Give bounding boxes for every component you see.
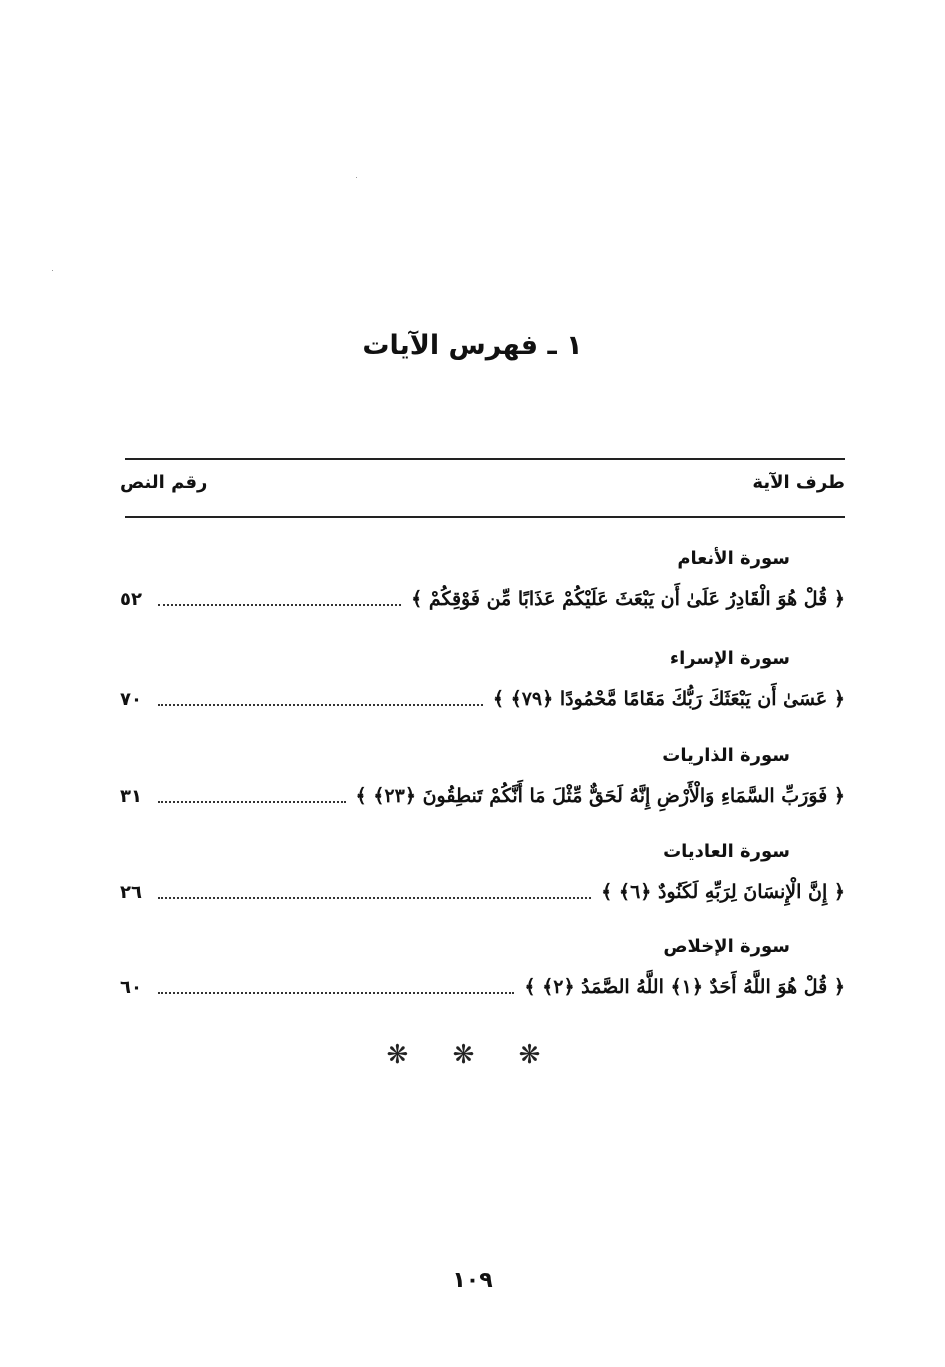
speck (52, 270, 53, 271)
surah-name: سورة الإسراء (669, 648, 790, 669)
column-header-number: رقم النص (120, 472, 208, 493)
index-section (120, 841, 845, 921)
entry-number: ٥٢ (120, 588, 142, 610)
surah-name: سورة الأنعام (677, 548, 790, 569)
index-entry (120, 779, 845, 813)
page-title: ١ ـ فهرس الآيات (362, 330, 583, 361)
surah-name: سورة العاديات (663, 841, 790, 862)
index-section (120, 936, 845, 1016)
dot-leader (158, 801, 346, 803)
verse-text: ﴿ عَسَىٰ أَن يَبْعَثَكَ رَبُّكَ مَقَامًا مَّحْمُودًا ﴿٧٩﴾ ﴾ (492, 688, 845, 710)
index-entry (120, 582, 845, 616)
page-number: ١٠٩ (452, 1268, 493, 1293)
index-section (120, 648, 845, 728)
header-top-rule (125, 458, 845, 460)
entry-number: ٢٦ (120, 881, 142, 903)
header-bottom-rule (125, 516, 845, 518)
index-section (120, 548, 845, 628)
entry-number: ٦٠ (120, 976, 142, 998)
dot-leader (158, 704, 483, 706)
index-section (120, 745, 845, 825)
verse-text: ﴿ قُلْ هُوَ الْقَادِرُ عَلَىٰ أَن يَبْعَثَ عَلَيْكُمْ عَذَابًا مِّن فَوْقِكُمْ ﴾ (411, 588, 845, 610)
verse-text: ﴿ إِنَّ الْإِنسَانَ لِرَبِّهِ لَكَنُودٌ ﴿٦﴾ ﴾ (601, 881, 845, 903)
section-separator: ❋ ❋ ❋ (386, 1040, 559, 1070)
surah-name: سورة الذاريات (662, 745, 790, 766)
dot-leader (158, 604, 401, 606)
dot-leader (158, 992, 514, 994)
index-entry (120, 682, 845, 716)
speck (356, 177, 357, 178)
dot-leader (158, 897, 591, 899)
surah-name: سورة الإخلاص (663, 936, 790, 957)
index-entry (120, 970, 845, 1004)
verse-text: ﴿ فَوَرَبِّ السَّمَاءِ وَالْأَرْضِ إِنَّهُ لَحَقٌّ مِّثْلَ مَا أَنَّكُمْ تَنطِقُونَ ﴿٢٣﴾ ﴾ (355, 785, 845, 807)
column-header-verse: طرف الآية (752, 472, 845, 493)
index-entry (120, 875, 845, 909)
entry-number: ٧٠ (120, 688, 142, 710)
verse-text: ﴿ قُلْ هُوَ اللَّهُ أَحَدٌ ﴿١﴾ اللَّهُ الصَّمَدُ ﴿٢﴾ ﴾ (524, 976, 845, 998)
entry-number: ٣١ (120, 785, 142, 807)
